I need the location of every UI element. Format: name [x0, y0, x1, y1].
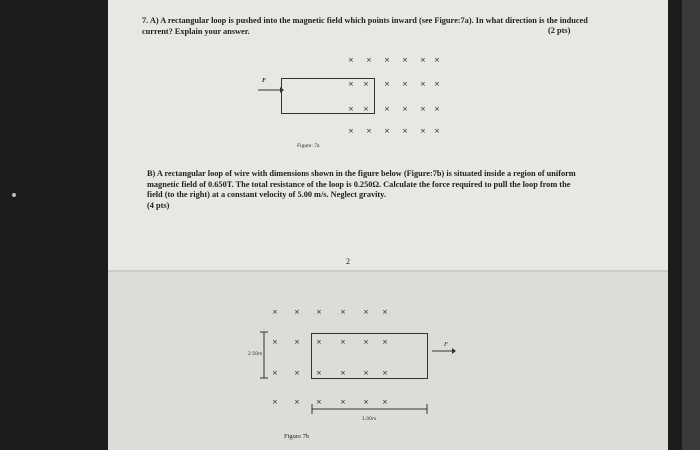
width-dimension-label: 1.00m: [362, 417, 377, 422]
field-x-mark: ×: [434, 56, 440, 64]
field-x-mark: ×: [340, 369, 346, 377]
field-x-mark: ×: [272, 308, 278, 316]
field-x-mark: ×: [384, 56, 390, 64]
field-x-mark: ×: [382, 398, 388, 406]
question-7b-text: [147, 169, 587, 211]
field-x-mark: ×: [402, 80, 408, 88]
field-x-mark: ×: [340, 338, 346, 346]
field-x-mark: ×: [384, 80, 390, 88]
rectangular-loop-7a: [281, 78, 375, 114]
field-x-mark: ×: [340, 398, 346, 406]
figure-7a-caption: Figure: 7a: [297, 143, 320, 149]
field-x-mark: ×: [294, 338, 300, 346]
field-x-mark: ×: [316, 308, 322, 316]
field-x-mark: ×: [272, 338, 278, 346]
field-x-mark: ×: [420, 56, 426, 64]
field-x-mark: ×: [348, 56, 354, 64]
field-x-mark: ×: [294, 369, 300, 377]
background-dot: [12, 193, 16, 197]
rectangular-loop-7b: [311, 333, 428, 379]
field-x-mark: ×: [434, 127, 440, 135]
field-x-mark: ×: [384, 105, 390, 113]
figure-7b-caption: Figure 7b: [284, 433, 310, 440]
field-x-mark: ×: [340, 308, 346, 316]
field-x-mark: ×: [382, 369, 388, 377]
field-x-mark: ×: [382, 338, 388, 346]
field-x-mark: ×: [382, 308, 388, 316]
field-x-mark: ×: [363, 80, 369, 88]
field-x-mark: ×: [402, 56, 408, 64]
field-x-mark: ×: [434, 105, 440, 113]
field-x-mark: ×: [363, 398, 369, 406]
field-x-mark: ×: [348, 105, 354, 113]
height-dimension-label: 2.50m: [248, 352, 263, 357]
field-x-mark: ×: [272, 398, 278, 406]
field-x-mark: ×: [420, 127, 426, 135]
field-x-mark: ×: [294, 398, 300, 406]
document-page: [108, 0, 668, 450]
field-x-mark: ×: [402, 127, 408, 135]
field-x-mark: ×: [384, 127, 390, 135]
force-label-7b: F: [444, 341, 448, 348]
question-7a-text: 7. A) A rectangular loop is pushed into the magnetic field which points inward (see Figure:7a). In what direction is the induced current? Explain your answer.: [142, 16, 588, 36]
field-x-mark: ×: [363, 338, 369, 346]
field-x-mark: ×: [434, 80, 440, 88]
field-x-mark: ×: [363, 369, 369, 377]
field-x-mark: ×: [363, 308, 369, 316]
page-top-sheet: [108, 0, 668, 270]
field-x-mark: ×: [316, 338, 322, 346]
question-7b-body: B) A rectangular loop of wire with dimensions shown in the figure below (Figure:7b) is situated inside a region of uniform magnetic field of 0.650T. The total resistance of the loop is 0.250Ω. Calculate the force required to pull the loop from the field (to the right) at a constant velocity of 5.00 m/s. Neglect gravity.: [147, 169, 576, 199]
field-x-mark: ×: [420, 105, 426, 113]
field-x-mark: ×: [366, 127, 372, 135]
force-label-7a: F: [262, 78, 267, 84]
page-divider: [108, 270, 668, 272]
field-x-mark: ×: [348, 127, 354, 135]
field-x-mark: ×: [316, 369, 322, 377]
question-7b-points: (4 pts): [147, 200, 170, 210]
field-x-mark: ×: [420, 80, 426, 88]
page-number: 2: [346, 257, 350, 266]
width-dimension-line: [311, 403, 428, 415]
question-7a-points: (2 pts): [548, 26, 571, 35]
field-x-mark: ×: [366, 56, 372, 64]
right-edge-shadow: [682, 0, 700, 450]
field-x-mark: ×: [316, 398, 322, 406]
field-x-mark: ×: [402, 105, 408, 113]
field-x-mark: ×: [272, 369, 278, 377]
field-x-mark: ×: [348, 80, 354, 88]
field-x-mark: ×: [294, 308, 300, 316]
field-x-mark: ×: [363, 105, 369, 113]
